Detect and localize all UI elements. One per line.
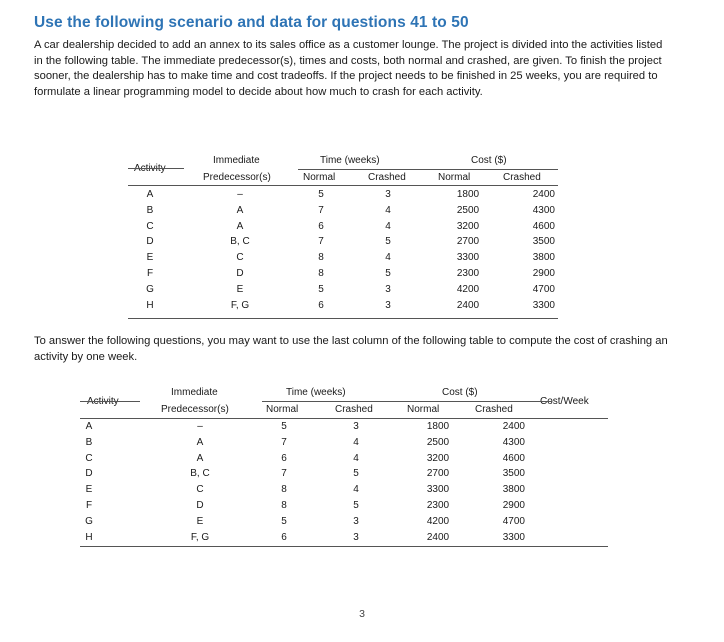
cell-predecessor: D — [236, 268, 244, 279]
cell-time-crashed: 4 — [385, 204, 391, 216]
cell-cost-crashed: 3800 — [502, 484, 525, 496]
cell-cost-normal: 2500 — [456, 204, 480, 216]
cell-cost-crashed: 2400 — [502, 421, 525, 432]
cell-cost-crashed: 4300 — [502, 436, 525, 448]
cell-cost-crashed: 3300 — [502, 531, 525, 543]
cell-activity: A — [85, 421, 93, 432]
instruction-paragraph: To answer the following questions, you may want to use the last column of the following table to compute the cost of crashing an activity by one week. — [34, 335, 668, 363]
cell-cost-normal: 2400 — [456, 299, 480, 311]
header-time: Time (weeks) — [286, 387, 346, 398]
cell-time-normal: 5 — [318, 283, 324, 295]
cell-activity: B — [146, 204, 154, 216]
header-cost-normal: Normal — [407, 404, 440, 415]
cell-cost-normal: 3200 — [426, 452, 450, 464]
cell-time-crashed: 3 — [353, 515, 359, 527]
cell-time-crashed: 5 — [353, 468, 359, 480]
cell-activity: F — [85, 500, 93, 511]
cell-cost-normal: 4200 — [426, 515, 450, 527]
cell-predecessor: A — [236, 220, 244, 232]
cell-cost-normal: 3300 — [426, 484, 450, 496]
header-cost-normal: Normal — [438, 172, 471, 183]
cell-cost-normal: 2400 — [426, 531, 450, 543]
header-time-normal: Normal — [303, 172, 336, 183]
cell-predecessor: A — [196, 436, 204, 448]
cell-activity: C — [85, 452, 93, 464]
cell-cost-crashed: 4300 — [532, 204, 555, 216]
cell-cost-crashed: 3800 — [532, 252, 555, 264]
cell-cost-crashed: 4700 — [502, 515, 525, 527]
page-number: 3 — [359, 608, 365, 620]
cell-predecessor: B, C — [190, 468, 210, 480]
header-time: Time (weeks) — [320, 155, 380, 166]
cell-predecessor: E — [196, 515, 204, 527]
header-rule — [262, 401, 552, 402]
cell-predecessor: F, G — [190, 531, 210, 543]
cell-activity: D — [85, 468, 93, 480]
cell-cost-crashed: 2900 — [502, 500, 525, 511]
cell-time-crashed: 5 — [353, 500, 359, 511]
cell-time-normal: 6 — [281, 531, 287, 543]
cell-activity: G — [85, 515, 93, 527]
cell-predecessor: A — [196, 452, 204, 464]
cell-predecessor: A — [236, 204, 244, 216]
cell-activity: E — [85, 484, 93, 496]
cell-time-crashed: 4 — [353, 484, 359, 496]
cell-time-normal: 7 — [281, 468, 287, 480]
cell-cost-normal: 1800 — [456, 189, 480, 200]
cell-cost-crashed: 4600 — [502, 452, 525, 464]
header-time-normal: Normal — [266, 404, 299, 415]
cell-time-crashed: 4 — [385, 252, 391, 264]
cell-cost-normal: 1800 — [426, 421, 450, 432]
cell-time-normal: 7 — [318, 236, 324, 248]
header-immediate: Immediate — [171, 387, 218, 398]
cell-cost-crashed: 3500 — [502, 468, 525, 480]
cell-time-normal: 5 — [318, 189, 324, 200]
cell-predecessor: – — [197, 421, 203, 432]
cell-time-crashed: 4 — [353, 436, 359, 448]
cell-cost-normal: 2300 — [456, 268, 480, 279]
cell-time-crashed: 3 — [385, 299, 391, 311]
header-cost-crashed: Crashed — [475, 404, 513, 415]
cell-activity: H — [146, 299, 154, 311]
cell-predecessor: – — [237, 189, 243, 200]
cell-cost-normal: 4200 — [456, 283, 480, 295]
cell-cost-normal: 2300 — [426, 500, 450, 511]
section-heading: Use the following scenario and data for questions 41 to 50 — [34, 14, 469, 31]
cell-cost-normal: 3300 — [456, 252, 480, 264]
cell-cost-normal: 2700 — [426, 468, 450, 480]
header-activity: Activity — [134, 163, 166, 174]
header-rule — [80, 418, 608, 419]
cell-activity: H — [85, 531, 93, 543]
cell-time-normal: 5 — [281, 421, 287, 432]
cell-cost-normal: 2700 — [456, 236, 480, 248]
cell-time-normal: 6 — [318, 220, 324, 232]
cell-cost-crashed: 3500 — [532, 236, 555, 248]
cell-time-normal: 6 — [281, 452, 287, 464]
cell-time-crashed: 4 — [353, 452, 359, 464]
cell-time-normal: 7 — [281, 436, 287, 448]
cell-activity: E — [146, 252, 154, 264]
header-cost-per-week: Cost/Week — [540, 396, 589, 407]
cell-time-normal: 6 — [318, 299, 324, 311]
cell-activity: D — [146, 236, 154, 248]
cell-cost-crashed: 4700 — [532, 283, 555, 295]
cell-time-normal: 8 — [281, 484, 287, 496]
cell-predecessor: D — [196, 500, 204, 511]
cell-time-normal: 8 — [318, 252, 324, 264]
header-cost: Cost ($) — [471, 155, 507, 166]
cell-predecessor: C — [236, 252, 244, 264]
cell-predecessor: E — [236, 283, 244, 295]
cell-activity: F — [146, 268, 154, 279]
cell-time-crashed: 3 — [385, 189, 391, 200]
header-time-crashed: Crashed — [335, 404, 373, 415]
header-predecessors: Predecessor(s) — [161, 404, 229, 415]
header-cost: Cost ($) — [442, 387, 478, 398]
cell-predecessor: B, C — [230, 236, 250, 248]
cell-cost-normal: 3200 — [456, 220, 480, 232]
cell-time-crashed: 3 — [353, 531, 359, 543]
cell-time-normal: 8 — [318, 268, 324, 279]
cell-time-normal: 7 — [318, 204, 324, 216]
cell-cost-normal: 2500 — [426, 436, 450, 448]
header-cost-crashed: Crashed — [503, 172, 541, 183]
header-predecessors: Predecessor(s) — [203, 172, 271, 183]
cell-time-normal: 8 — [281, 500, 287, 511]
cell-cost-crashed: 2900 — [532, 268, 555, 279]
cell-predecessor: F, G — [230, 299, 250, 311]
cell-time-crashed: 5 — [385, 236, 391, 248]
cell-cost-crashed: 2400 — [532, 189, 555, 200]
scenario-paragraph: A car dealership decided to add an annex to its sales office as a customer lounge. The project is divided into the activities listed in the following table. The immediate predecessor(s), times and costs, both normal and crashed, are given. To finish the project sooner, the dealership has to make time and cost tradeoffs. If the project needs to be finished in 25 weeks, you are required to formulate a linear programming model to decide about how much to crash for each activity. — [34, 39, 663, 98]
cell-time-crashed: 5 — [385, 268, 391, 279]
cell-time-crashed: 4 — [385, 220, 391, 232]
header-activity: Activity — [87, 396, 119, 407]
cell-activity: B — [85, 436, 93, 448]
header-rule — [80, 401, 140, 402]
cell-activity: C — [146, 220, 154, 232]
table-bottom-rule — [80, 546, 608, 547]
cell-time-crashed: 3 — [353, 421, 359, 432]
cell-cost-crashed: 4600 — [532, 220, 555, 232]
cell-activity: A — [146, 189, 154, 200]
cell-time-normal: 5 — [281, 515, 287, 527]
header-time-crashed: Crashed — [368, 172, 406, 183]
header-immediate: Immediate — [213, 155, 260, 166]
cell-time-crashed: 3 — [385, 283, 391, 295]
cell-predecessor: C — [196, 484, 204, 496]
cell-activity: G — [146, 283, 154, 295]
cell-cost-crashed: 3300 — [532, 299, 555, 311]
